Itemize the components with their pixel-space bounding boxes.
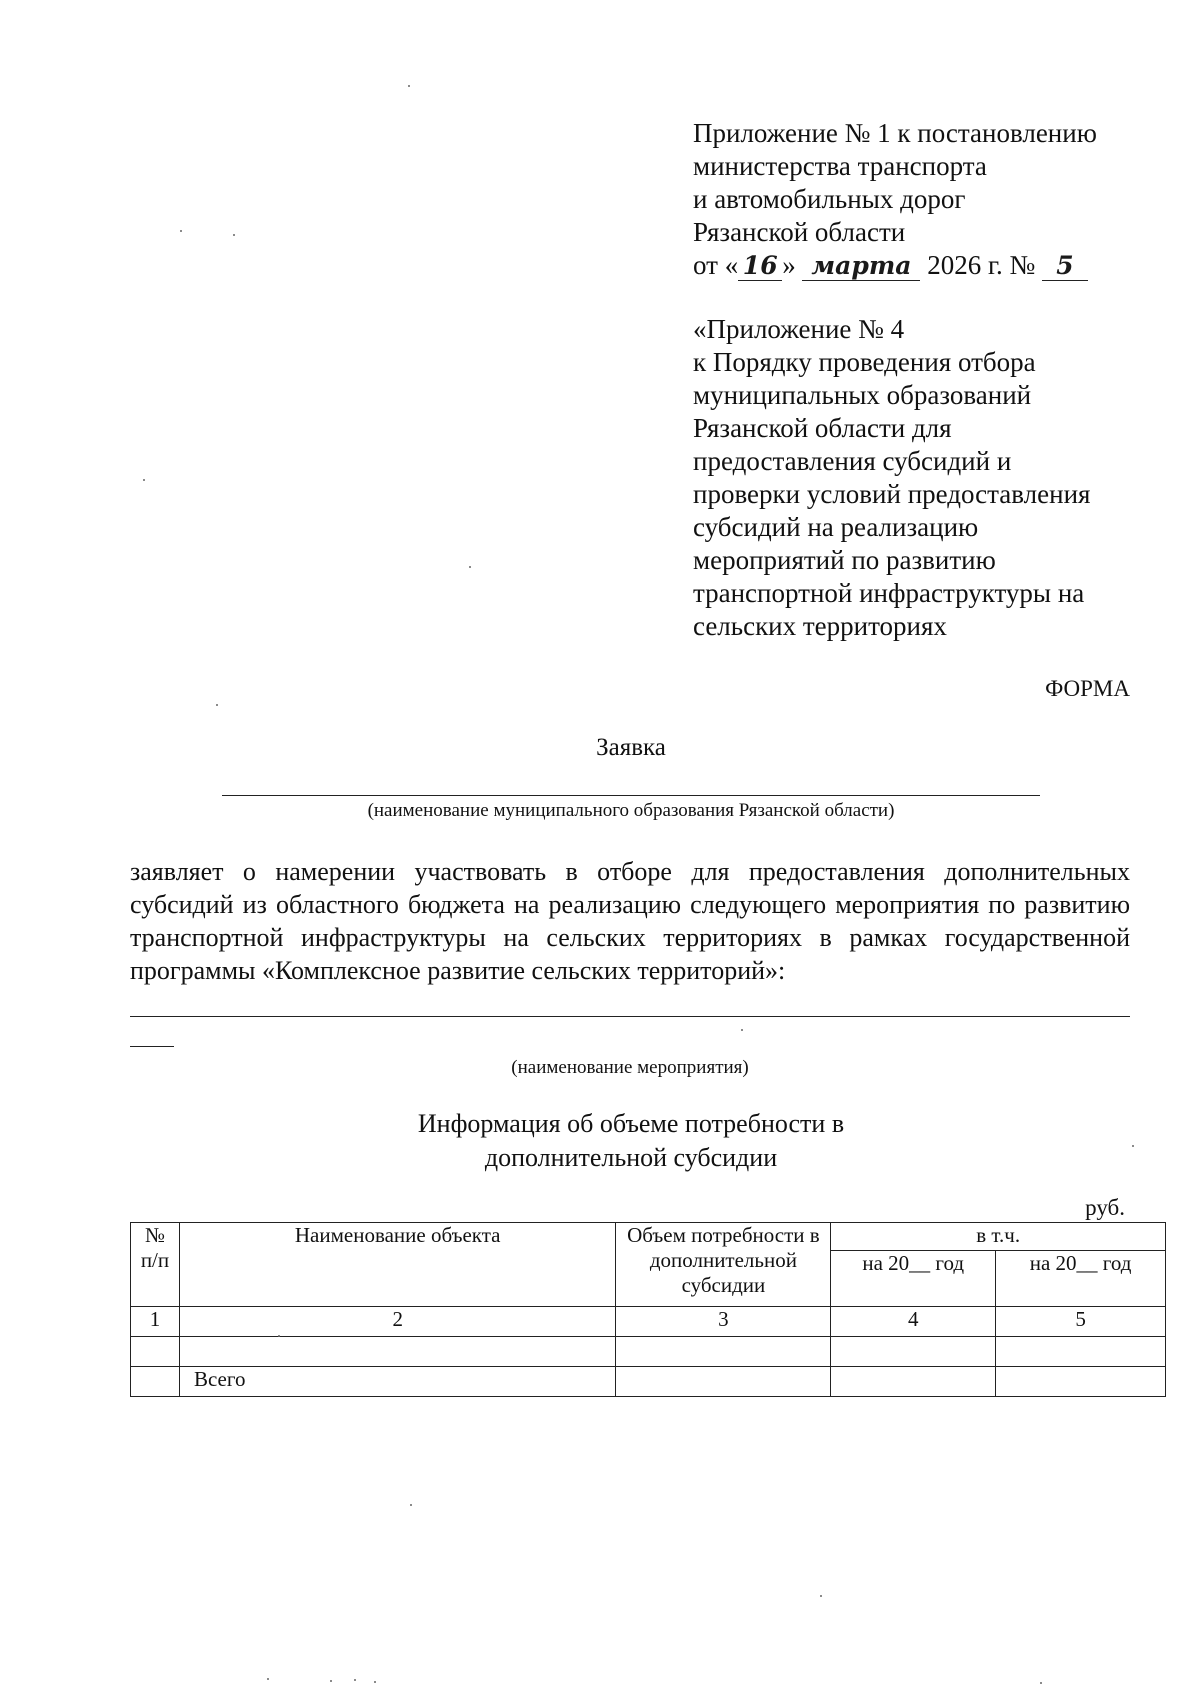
table-cell — [996, 1337, 1166, 1367]
header-year-2: на 20__ год — [996, 1251, 1166, 1307]
date-mid: » — [782, 250, 796, 280]
date-suffix: 2026 г. № — [927, 250, 1036, 280]
scan-speck — [469, 566, 471, 568]
subappendix-line: проверки условий предоставления — [693, 479, 1091, 509]
scan-speck — [410, 1504, 412, 1506]
appendix-header — [693, 117, 1153, 282]
table-cell — [616, 1337, 831, 1367]
handwritten-month: марта — [802, 252, 920, 281]
scan-speck — [1040, 1682, 1042, 1684]
table-index-row — [131, 1307, 1166, 1337]
scan-speck — [278, 1335, 280, 1337]
scan-speck — [143, 479, 145, 481]
subappendix-line: «Приложение № 4 — [693, 314, 905, 344]
appendix-line: министерства транспорта — [693, 151, 987, 181]
date-prefix: от « — [693, 250, 739, 280]
municipality-blank-line — [222, 795, 1040, 796]
header-num: № п/п — [131, 1223, 180, 1307]
header-year-1: на 20__ год — [831, 1251, 996, 1307]
info-title-line: дополнительной субсидии — [484, 1143, 778, 1172]
scan-speck — [1132, 1145, 1134, 1147]
scan-speck — [233, 234, 235, 236]
municipality-caption: (наименование муниципального образования Рязанской области) — [367, 800, 895, 821]
index-cell: 3 — [616, 1307, 831, 1337]
scan-speck — [180, 230, 182, 232]
index-cell: 5 — [996, 1307, 1166, 1337]
body-paragraph: заявляет о намерении участвовать в отборе для предоставления дополнительных субсидий из областного бюджета на реализацию следующего мероприятия по развитию транспортной инфраструктуры на сельских территориях в рамках государственной программы «Комплексное развитие сельских территорий»: — [130, 857, 1130, 985]
info-title — [0, 1107, 1200, 1175]
table-cell — [831, 1367, 996, 1397]
table-row — [131, 1337, 1166, 1367]
subappendix-line: субсидий на реализацию — [693, 512, 979, 542]
header-including: в т.ч. — [831, 1223, 1166, 1251]
scan-speck — [374, 1681, 376, 1683]
scan-speck — [330, 1680, 332, 1682]
index-cell: 2 — [179, 1307, 616, 1337]
index-cell: 1 — [131, 1307, 180, 1337]
event-blank-line-short — [130, 1046, 174, 1047]
scan-speck — [741, 1029, 743, 1031]
table-cell — [831, 1337, 996, 1367]
header-volume: Объем потребности в дополнительной субсидии — [616, 1223, 831, 1307]
scan-speck — [408, 85, 410, 87]
event-caption: (наименование мероприятия) — [511, 1057, 749, 1078]
info-title-line: Информация об объеме потребности в — [417, 1109, 845, 1138]
subappendix-line: транспортной инфраструктуры на — [693, 578, 1085, 608]
subappendix-line: предоставления субсидий и — [693, 446, 1012, 476]
header-name: Наименование объекта — [179, 1223, 616, 1307]
table-total-row — [131, 1367, 1166, 1397]
table-cell — [179, 1337, 616, 1367]
index-cell: 4 — [831, 1307, 996, 1337]
subappendix-line: сельских территориях — [693, 611, 947, 641]
scan-speck — [267, 1678, 269, 1680]
event-blank-line — [130, 1016, 1130, 1017]
unit-label: руб. — [1085, 1195, 1125, 1220]
handwritten-day: 16 — [738, 252, 782, 281]
subappendix-line: муниципальных образований — [693, 380, 1032, 410]
subappendix-line: мероприятий по развитию — [693, 545, 996, 575]
table-header-row — [131, 1223, 1166, 1251]
need-table — [130, 1222, 1166, 1397]
table-cell — [131, 1367, 180, 1397]
scan-speck — [354, 1679, 356, 1681]
total-label: Всего — [179, 1367, 616, 1397]
scan-speck — [216, 704, 218, 706]
subappendix-line: к Порядку проведения отбора — [693, 347, 1036, 377]
appendix-date-line — [693, 249, 1153, 282]
appendix-line: Рязанской области — [693, 217, 906, 247]
table-cell — [616, 1367, 831, 1397]
scan-speck — [820, 1595, 822, 1597]
table-cell — [996, 1367, 1166, 1397]
subappendix-line: Рязанской области для — [693, 413, 952, 443]
page-title: Заявка — [596, 734, 666, 761]
appendix-line: и автомобильных дорог — [693, 184, 966, 214]
table-cell — [131, 1337, 180, 1367]
handwritten-number: 5 — [1042, 252, 1088, 281]
form-label: ФОРМА — [1045, 676, 1130, 701]
subappendix-header — [693, 313, 1153, 643]
appendix-line: Приложение № 1 к постановлению — [693, 118, 1097, 148]
